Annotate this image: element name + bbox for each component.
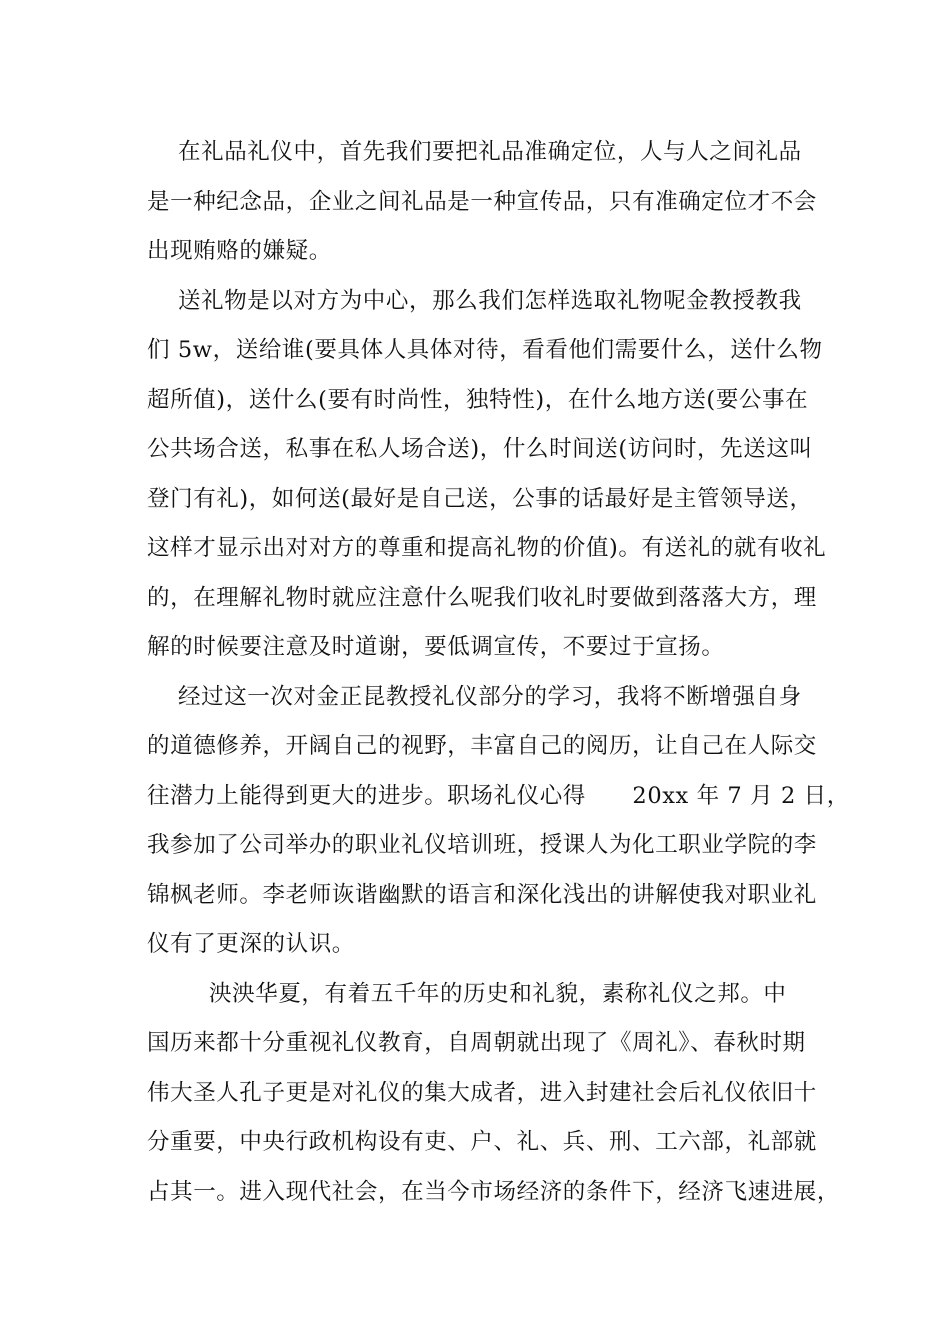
- text-line: 仪有了更深的认识。: [147, 931, 355, 957]
- text-line: 往潜力上能得到更大的进步。职场礼仪心得 20xx 年 7 月 2 日，: [147, 782, 850, 809]
- document-body: [147, 128, 850, 1217]
- text-line: 的道德修养，开阔自己的视野，丰富自己的阅历，让自己在人际交: [147, 733, 817, 759]
- text-line: 是一种纪念品，企业之间礼品是一种宣传品，只有准确定位才不会: [147, 188, 817, 215]
- text-line: 在礼品礼仪中，首先我们要把礼品准确定位，人与人之间礼品: [147, 139, 802, 165]
- text-line: 送礼物是以对方为中心，那么我们怎样选取礼物呢金教授教我: [147, 287, 802, 314]
- text-line: 超所值)，送什么(要有时尚性，独特性)，在什么地方送(要公事在: [147, 386, 809, 413]
- text-line: 这样才显示出对对方的尊重和提高礼物的价值)。有送礼的就有收礼: [147, 535, 827, 561]
- text-line: 分重要，中央行政机构设有吏、户、礼、兵、刑、工六部，礼部就: [147, 1129, 817, 1155]
- text-line: 伟大圣人孔子更是对礼仪的集大成者，进入封建社会后礼仪依旧十: [147, 1079, 817, 1106]
- text-line: 的，在理解礼物时就应注意什么呢我们收礼时要做到落落大方，理: [147, 584, 817, 611]
- text-line: 我参加了公司举办的职业礼仪培训班，授课人为化工职业学院的李: [147, 832, 817, 858]
- text-line: 解的时候要注意及时道谢，要低调宣传，不要过于宣扬。: [147, 634, 725, 660]
- text-line: 出现贿赂的嫌疑。: [147, 238, 332, 264]
- text-line: 公共场合送，私事在私人场合送)，什么时间送(访问时，先送这叫: [147, 436, 813, 462]
- text-line: 国历来都十分重视礼仪教育，自周朝就出现了《周礼》、春秋时期: [147, 1030, 806, 1056]
- text-line: 锦枫老师。李老师诙谐幽默的语言和深化浅出的讲解使我对职业礼: [147, 881, 817, 908]
- text-line: 泱泱华夏，有着五千年的历史和礼貌，素称礼仪之邦。中: [147, 980, 787, 1007]
- text-line: 占其一。进入现代社会，在当今市场经济的条件下，经济飞速进展，: [147, 1178, 841, 1205]
- text-line: 经过这一次对金正昆教授礼仪部分的学习，我将不断增强自身: [147, 683, 802, 710]
- text-line: 登门有礼)，如何送(最好是自己送，公事的话最好是主管领导送，: [147, 485, 813, 512]
- text-line: 们 5w，送给谁(要具体人具体对待，看看他们需要什么，送什么物: [147, 337, 823, 363]
